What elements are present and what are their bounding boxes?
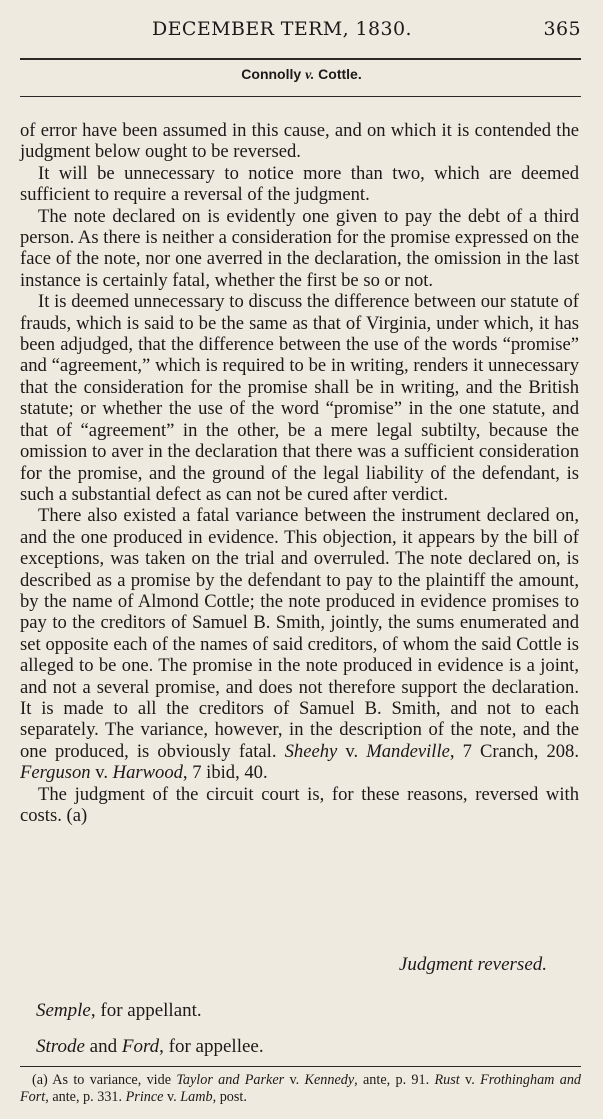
appellee-and: and [84,1036,122,1057]
citation-2-party-2: Harwood [112,762,183,784]
citation-1-party-2: Mandeville [366,740,450,762]
citation-2-reference: , 7 ibid, 40. [182,762,268,784]
counsel-appellant [36,1000,202,1022]
citation-1-v: v. [345,740,359,762]
case-title [0,66,603,84]
footnote-reference: (a) [66,805,88,826]
appellant-counsel-name: Semple [36,1000,91,1021]
case-title-right: Cottle. [318,66,362,82]
appellee-role: , for appellee. [159,1036,264,1057]
footnote-case-3-cite: , post. [212,1089,247,1105]
citation-2-v: v. [95,762,108,784]
header-rule-bottom [20,96,581,97]
paragraph-2: It will be unnecessary to notice more than two, which are deemed sufficient to require a reversal of the judgment. [20,162,579,206]
paragraph-4: It is deemed unnecessary to discuss the difference between our statute of frauds, which is said to be the same as that of Virginia, under which, it has been adjudged, that the difference between the use of the words “promise” and “agreement,” which is required to be in writing, renders it unnecessary that the consideration for the promise shall be in writing, and the British statute; or whether the use of the word “promise” in the one statute, and that of “agreement” in the other, be a mere legal subtilty, because the omission to aver in the declaration that there was a sufficient consideration for the promise, and the ground of the legal liability of the defendant, is such a substantial defect as can not be cured after verdict. [20,291,579,505]
appellee-counsel-name-1: Strode [36,1036,85,1057]
paragraph-3: The note declared on is evidently one given to pay the debt of a third person. As there is neither a consideration for the promise expressed on the face of the note, nor one averred in the declaration, the omission in the last instance is certainly fatal, whether the first be so or not. [20,205,579,291]
opinion-body [20,120,579,826]
citation-2-party-1: Ferguson [20,762,91,784]
paragraph-6 [20,784,579,827]
footnote [20,1072,581,1106]
paragraph-5-text: There also existed a fatal variance between the instrument declared on, and the one produced in evidence. This objection, it appears by the bill of exceptions, was taken on the trial and overruled. The note declared on, is described as a promise by the defendant to pay to the plaintiff the amount, by the name of Almond Cottle; the note produced in evidence promises to pay to the creditors of Samuel B. Smith, jointly, the sums enumerated and set opposite each of the names of said creditors, of whom the said Cottle is alleged to be one. The promise in the note produced in evidence is a joint, and not a several promise, and does not therefore support the declaration. It is made to all the creditors of Samuel B. Smith, and not to each separately. The variance, however, in the description of the note, and the one produced, is obviously fatal. [20,505,579,762]
footnote-case-1-v: v. [284,1072,305,1088]
running-head [152,18,581,46]
footnote-case-3-party-2: Lamb [180,1089,213,1105]
footnote-case-2-party-1: Rust [434,1072,460,1088]
case-title-left: Connolly [241,66,302,82]
appellant-role: , for appellant. [90,1000,202,1021]
case-title-v: v. [305,68,315,83]
header-rule-top [20,58,581,60]
footnote-case-2-parties: Frothingham and Fort [20,1072,582,1105]
counsel-appellee [36,1036,264,1058]
paragraph-6-text: The judgment of the circuit court is, for these reasons, reversed with costs. [20,783,579,826]
citation-1-reference: , 7 Cranch, 208. [449,740,579,762]
paragraph-5 [20,505,579,783]
running-title: DECEMBER TERM, 1830. [152,18,412,40]
footnote-case-3-party-1: Prince [125,1089,164,1105]
footnote-case-2-v: v. [459,1072,481,1088]
footnote-case-1-parties: Taylor and Parker [176,1072,285,1088]
footnote-case-1-party-2: Kennedy [304,1072,355,1088]
footnote-lead: As to variance, vide [47,1072,177,1088]
appellee-counsel-name-2: Ford [121,1036,160,1057]
footnote-case-2-cite: , ante, p. 331. [45,1089,123,1105]
judgment-outcome: Judgment reversed. [398,954,547,975]
paragraph-1: of error have been assumed in this cause, and on which it is contended the judgment below ought to be reversed. [20,120,579,163]
footnote-case-3-v: v. [163,1089,181,1105]
footnote-case-1-cite: , ante, p. 91. [354,1072,430,1088]
page-number: 365 [543,18,581,40]
citation-1-party-1: Sheehy [284,740,338,762]
footnote-marker: (a) [32,1072,48,1088]
footnote-rule [20,1066,581,1067]
